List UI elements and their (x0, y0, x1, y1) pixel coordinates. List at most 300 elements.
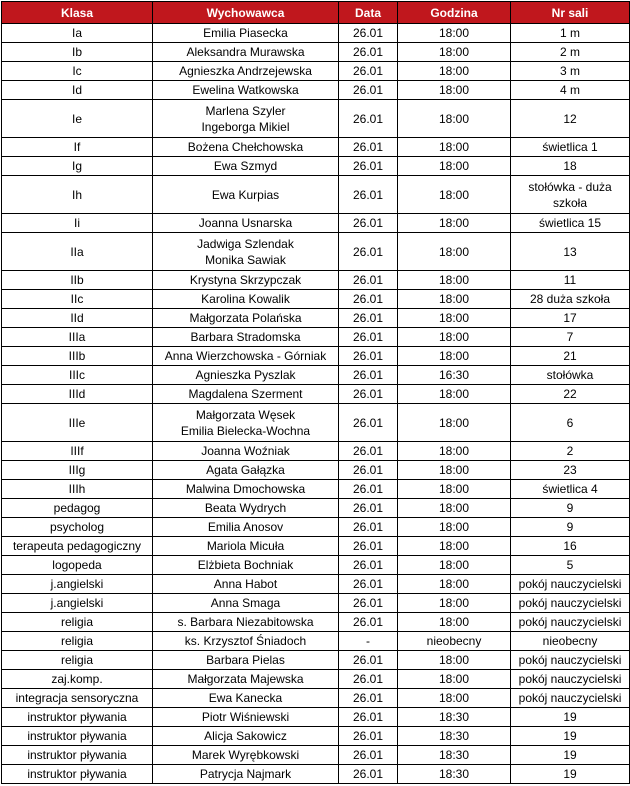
cell-klasa: IIIc (2, 366, 153, 385)
cell-nr-sali-line: 19 (563, 767, 577, 781)
cell-godzina: 18:00 (398, 24, 511, 43)
cell-godzina: 18:30 (398, 746, 511, 765)
cell-godzina: 18:00 (398, 556, 511, 575)
cell-nr-sali (511, 613, 630, 632)
cell-nr-sali-line: 5 (566, 558, 574, 572)
cell-data: 26.01 (339, 708, 398, 727)
cell-wychowawca-line: s. Barbara Niezabitowska (177, 615, 314, 629)
cell-nr-sali-line: 6 (566, 415, 574, 430)
cell-klasa: integracja sensoryczna (2, 689, 153, 708)
cell-wychowawca (153, 765, 339, 784)
cell-klasa: IIIg (2, 461, 153, 480)
cell-data: 26.01 (339, 271, 398, 290)
cell-klasa: Ie (2, 100, 153, 138)
cell-wychowawca-line: Aleksandra Murawska (186, 45, 305, 59)
cell-nr-sali-line: 28 duża szkoła (529, 292, 611, 306)
cell-nr-sali-line: 9 (566, 520, 574, 534)
cell-data: 26.01 (339, 100, 398, 138)
cell-nr-sali-line: pokój nauczycielski (518, 596, 622, 610)
cell-godzina: 18:00 (398, 100, 511, 138)
cell-wychowawca-line: Marek Wyrębkowski (191, 748, 300, 762)
cell-nr-sali (511, 499, 630, 518)
cell-klasa: psycholog (2, 518, 153, 537)
cell-nr-sali (511, 651, 630, 670)
cell-wychowawca (153, 632, 339, 651)
cell-nr-sali-line: 2 m (559, 45, 580, 59)
cell-wychowawca (153, 651, 339, 670)
cell-godzina: 18:00 (398, 43, 511, 62)
cell-klasa: Ig (2, 157, 153, 176)
cell-data: 26.01 (339, 689, 398, 708)
cell-data: 26.01 (339, 43, 398, 62)
table-body (2, 24, 630, 784)
cell-data: 26.01 (339, 328, 398, 347)
header-data: Data (339, 2, 398, 24)
cell-godzina: 18:00 (398, 214, 511, 233)
cell-wychowawca-line: Agnieszka Pyszlak (195, 368, 296, 382)
cell-wychowawca (153, 689, 339, 708)
cell-nr-sali (511, 233, 630, 271)
cell-data: 26.01 (339, 138, 398, 157)
cell-klasa: pedagog (2, 499, 153, 518)
cell-nr-sali (511, 290, 630, 309)
table-row (2, 727, 630, 746)
cell-wychowawca-line: ks. Krzysztof Śniadoch (184, 634, 307, 648)
cell-wychowawca-line: Ingeborga Mikiel (201, 119, 290, 134)
cell-klasa: instruktor pływania (2, 746, 153, 765)
cell-wychowawca (153, 81, 339, 100)
cell-wychowawca (153, 347, 339, 366)
cell-wychowawca-line: Ewa Kurpias (211, 187, 280, 202)
cell-nr-sali (511, 81, 630, 100)
cell-wychowawca (153, 62, 339, 81)
cell-wychowawca (153, 708, 339, 727)
cell-klasa: IIIb (2, 347, 153, 366)
cell-nr-sali (511, 708, 630, 727)
cell-nr-sali (511, 138, 630, 157)
cell-klasa: IIIe (2, 404, 153, 442)
header-godzina: Godzina (398, 2, 511, 24)
cell-godzina: 18:00 (398, 81, 511, 100)
cell-data: 26.01 (339, 24, 398, 43)
cell-godzina: 18:00 (398, 309, 511, 328)
cell-nr-sali-line: świetlica 1 (542, 140, 598, 154)
cell-klasa: IId (2, 309, 153, 328)
cell-nr-sali (511, 43, 630, 62)
cell-nr-sali (511, 537, 630, 556)
cell-nr-sali-line: 7 (566, 330, 574, 344)
cell-nr-sali-line: 21 (563, 349, 577, 363)
cell-wychowawca-line: Piotr Wiśniewski (201, 710, 290, 724)
cell-wychowawca-line: Monika Sawiak (205, 252, 286, 267)
cell-nr-sali (511, 271, 630, 290)
table-row (2, 746, 630, 765)
cell-wychowawca (153, 499, 339, 518)
cell-nr-sali-line: 2 (566, 444, 574, 458)
cell-data: 26.01 (339, 309, 398, 328)
cell-nr-sali (511, 765, 630, 784)
cell-wychowawca-line: Barbara Stradomska (190, 330, 301, 344)
cell-nr-sali (511, 632, 630, 651)
cell-nr-sali (511, 347, 630, 366)
cell-nr-sali-line: 17 (563, 311, 577, 325)
cell-nr-sali-line: stołówka (546, 368, 594, 382)
cell-data: 26.01 (339, 556, 398, 575)
cell-wychowawca (153, 366, 339, 385)
cell-wychowawca (153, 309, 339, 328)
cell-wychowawca-line: Ewelina Watkowska (192, 83, 299, 97)
cell-godzina: 18:00 (398, 518, 511, 537)
cell-wychowawca (153, 594, 339, 613)
cell-wychowawca (153, 670, 339, 689)
cell-wychowawca-line: Ewa Szmyd (213, 159, 278, 173)
cell-klasa: terapeuta pedagogiczny (2, 537, 153, 556)
table-row (2, 594, 630, 613)
cell-wychowawca-line: Emilia Piasecka (203, 26, 288, 40)
cell-nr-sali-line: 22 (563, 387, 577, 401)
header-nr-sali: Nr sali (511, 2, 630, 24)
cell-klasa: IIa (2, 233, 153, 271)
cell-wychowawca (153, 537, 339, 556)
cell-godzina: 18:00 (398, 385, 511, 404)
cell-klasa: Ih (2, 176, 153, 214)
cell-wychowawca (153, 176, 339, 214)
table-row (2, 138, 630, 157)
cell-godzina: 18:00 (398, 537, 511, 556)
cell-klasa: IIIa (2, 328, 153, 347)
cell-wychowawca-line: Emilia Bielecka-Wochna (180, 423, 311, 438)
cell-wychowawca (153, 727, 339, 746)
cell-nr-sali (511, 689, 630, 708)
cell-nr-sali-line: 19 (563, 729, 577, 743)
cell-wychowawca (153, 24, 339, 43)
table-row (2, 404, 630, 442)
cell-godzina: 18:00 (398, 404, 511, 442)
cell-data: 26.01 (339, 176, 398, 214)
cell-wychowawca (153, 385, 339, 404)
cell-data: 26.01 (339, 537, 398, 556)
table-row (2, 328, 630, 347)
table-row (2, 537, 630, 556)
cell-godzina: 18:00 (398, 461, 511, 480)
cell-data: 26.01 (339, 594, 398, 613)
cell-nr-sali-line: 3 m (559, 64, 580, 78)
table-row (2, 100, 630, 138)
cell-wychowawca-line: Joanna Woźniak (201, 444, 290, 458)
cell-data: 26.01 (339, 385, 398, 404)
header-row (2, 2, 630, 24)
cell-godzina: 18:00 (398, 290, 511, 309)
cell-wychowawca-line: Małgorzata Majewska (187, 672, 304, 686)
header-wychowawca: Wychowawca (153, 2, 339, 24)
cell-nr-sali-line: 13 (563, 244, 577, 259)
cell-data: 26.01 (339, 290, 398, 309)
cell-klasa: logopeda (2, 556, 153, 575)
cell-wychowawca-line: Elżbieta Bochniak (197, 558, 294, 572)
cell-wychowawca-line: Agnieszka Andrzejewska (179, 64, 312, 78)
cell-data: 26.01 (339, 613, 398, 632)
cell-data: 26.01 (339, 347, 398, 366)
cell-wychowawca-line: Agata Gałązka (206, 463, 285, 477)
cell-godzina: 18:30 (398, 708, 511, 727)
cell-data: 26.01 (339, 518, 398, 537)
cell-godzina: 18:00 (398, 233, 511, 271)
cell-klasa: Ib (2, 43, 153, 62)
table-row (2, 632, 630, 651)
cell-klasa: IIc (2, 290, 153, 309)
cell-data: - (339, 632, 398, 651)
cell-wychowawca-line: Anna Habot (213, 577, 278, 591)
table-row (2, 81, 630, 100)
cell-nr-sali (511, 670, 630, 689)
table-row (2, 499, 630, 518)
cell-data: 26.01 (339, 670, 398, 689)
cell-wychowawca-line: Anna Wierzchowska - Górniak (164, 349, 327, 363)
table-row (2, 24, 630, 43)
cell-nr-sali-line: stołówka - duża (528, 179, 612, 194)
cell-wychowawca-line: Alicja Sakowicz (204, 729, 287, 743)
cell-nr-sali-line: pokój nauczycielski (518, 672, 622, 686)
cell-data: 26.01 (339, 366, 398, 385)
table-row (2, 556, 630, 575)
cell-klasa: IIIh (2, 480, 153, 499)
cell-wychowawca (153, 556, 339, 575)
table-row (2, 480, 630, 499)
cell-wychowawca (153, 290, 339, 309)
cell-wychowawca (153, 271, 339, 290)
cell-wychowawca (153, 461, 339, 480)
cell-klasa: j.angielski (2, 575, 153, 594)
cell-godzina: 18:00 (398, 138, 511, 157)
table-row (2, 233, 630, 271)
cell-wychowawca (153, 328, 339, 347)
table-row (2, 613, 630, 632)
cell-godzina: 18:00 (398, 347, 511, 366)
cell-klasa: religia (2, 613, 153, 632)
cell-klasa: instruktor pływania (2, 708, 153, 727)
cell-nr-sali-line: nieobecny (542, 634, 598, 648)
table-row (2, 689, 630, 708)
cell-wychowawca (153, 157, 339, 176)
cell-klasa: Ii (2, 214, 153, 233)
cell-godzina: 18:00 (398, 271, 511, 290)
cell-nr-sali (511, 746, 630, 765)
cell-nr-sali (511, 518, 630, 537)
cell-godzina: 18:00 (398, 575, 511, 594)
cell-godzina: 18:30 (398, 765, 511, 784)
cell-wychowawca-line: Małgorzata Polańska (189, 311, 302, 325)
cell-godzina: 16:30 (398, 366, 511, 385)
cell-wychowawca (153, 214, 339, 233)
cell-nr-sali (511, 556, 630, 575)
cell-wychowawca (153, 100, 339, 138)
cell-data: 26.01 (339, 575, 398, 594)
cell-data: 26.01 (339, 214, 398, 233)
cell-wychowawca-line: Emilia Anosov (207, 520, 284, 534)
cell-data: 26.01 (339, 480, 398, 499)
cell-wychowawca-line: Marlena Szyler (205, 103, 286, 118)
table-row (2, 765, 630, 784)
cell-klasa: IIb (2, 271, 153, 290)
cell-nr-sali (511, 366, 630, 385)
cell-nr-sali-line: 19 (563, 710, 577, 724)
table-row (2, 176, 630, 214)
cell-wychowawca (153, 404, 339, 442)
cell-nr-sali (511, 575, 630, 594)
cell-nr-sali (511, 461, 630, 480)
cell-nr-sali-line: 16 (563, 539, 577, 553)
cell-nr-sali (511, 404, 630, 442)
cell-nr-sali-line: świetlica 4 (542, 482, 598, 496)
cell-klasa: Ic (2, 62, 153, 81)
table-header (2, 2, 630, 24)
cell-nr-sali-line: pokój nauczycielski (518, 653, 622, 667)
cell-nr-sali-line: 1 m (559, 26, 580, 40)
table-row (2, 651, 630, 670)
cell-nr-sali (511, 214, 630, 233)
cell-wychowawca (153, 480, 339, 499)
cell-klasa: IIId (2, 385, 153, 404)
cell-data: 26.01 (339, 499, 398, 518)
cell-wychowawca-line: Beata Wydrych (204, 501, 287, 515)
header-klasa: Klasa (2, 2, 153, 24)
cell-wychowawca-line: Małgorzata Węsek (195, 407, 296, 422)
cell-godzina: 18:00 (398, 62, 511, 81)
cell-data: 26.01 (339, 746, 398, 765)
cell-klasa: If (2, 138, 153, 157)
cell-wychowawca (153, 138, 339, 157)
cell-klasa: religia (2, 651, 153, 670)
cell-godzina: 18:00 (398, 442, 511, 461)
cell-klasa: Ia (2, 24, 153, 43)
table-row (2, 670, 630, 689)
cell-godzina: 18:00 (398, 689, 511, 708)
cell-data: 26.01 (339, 727, 398, 746)
table-row (2, 347, 630, 366)
cell-nr-sali (511, 727, 630, 746)
cell-wychowawca-line: Mariola Micuła (206, 539, 285, 553)
table-row (2, 309, 630, 328)
cell-wychowawca-line: Malwina Dmochowska (185, 482, 306, 496)
cell-nr-sali-line: pokój nauczycielski (518, 577, 622, 591)
cell-nr-sali-line: 19 (563, 748, 577, 762)
cell-nr-sali-line: pokój nauczycielski (518, 691, 622, 705)
cell-nr-sali (511, 100, 630, 138)
table-row (2, 461, 630, 480)
table-row (2, 271, 630, 290)
cell-wychowawca (153, 233, 339, 271)
cell-wychowawca (153, 746, 339, 765)
cell-nr-sali (511, 385, 630, 404)
cell-klasa: religia (2, 632, 153, 651)
cell-nr-sali (511, 176, 630, 214)
cell-wychowawca-line: Magdalena Szerment (188, 387, 303, 401)
table-row (2, 157, 630, 176)
cell-data: 26.01 (339, 442, 398, 461)
cell-wychowawca-line: Bożena Chełchowska (187, 140, 304, 154)
cell-nr-sali-line: 23 (563, 463, 577, 477)
cell-data: 26.01 (339, 461, 398, 480)
cell-wychowawca (153, 43, 339, 62)
cell-data: 26.01 (339, 404, 398, 442)
cell-godzina: 18:30 (398, 727, 511, 746)
cell-wychowawca-line: Karolina Kowalik (201, 292, 290, 306)
cell-godzina: 18:00 (398, 176, 511, 214)
cell-klasa: instruktor pływania (2, 727, 153, 746)
cell-godzina: nieobecny (398, 632, 511, 651)
cell-klasa: instruktor pływania (2, 765, 153, 784)
table-row (2, 708, 630, 727)
cell-data: 26.01 (339, 81, 398, 100)
cell-nr-sali (511, 309, 630, 328)
cell-nr-sali-line: 18 (563, 159, 577, 173)
table-row (2, 290, 630, 309)
cell-klasa: j.angielski (2, 594, 153, 613)
cell-godzina: 18:00 (398, 157, 511, 176)
cell-godzina: 18:00 (398, 480, 511, 499)
cell-nr-sali-line: 12 (563, 111, 577, 126)
cell-nr-sali-line: pokój nauczycielski (518, 615, 622, 629)
cell-wychowawca (153, 613, 339, 632)
cell-klasa: IIIf (2, 442, 153, 461)
table-row (2, 575, 630, 594)
cell-nr-sali (511, 442, 630, 461)
cell-godzina: 18:00 (398, 499, 511, 518)
cell-wychowawca (153, 518, 339, 537)
cell-godzina: 18:00 (398, 670, 511, 689)
cell-godzina: 18:00 (398, 613, 511, 632)
cell-wychowawca-line: Joanna Usnarska (198, 216, 293, 230)
cell-nr-sali-line: 11 (563, 273, 577, 287)
cell-nr-sali (511, 62, 630, 81)
cell-klasa: Id (2, 81, 153, 100)
cell-godzina: 18:00 (398, 594, 511, 613)
cell-data: 26.01 (339, 765, 398, 784)
cell-nr-sali (511, 328, 630, 347)
cell-data: 26.01 (339, 62, 398, 81)
cell-data: 26.01 (339, 233, 398, 271)
cell-data: 26.01 (339, 157, 398, 176)
cell-nr-sali (511, 480, 630, 499)
cell-godzina: 18:00 (398, 328, 511, 347)
table-row (2, 518, 630, 537)
schedule-table (1, 1, 630, 784)
table-row (2, 62, 630, 81)
cell-klasa: zaj.komp. (2, 670, 153, 689)
cell-wychowawca-line: Patrycja Najmark (199, 767, 292, 781)
cell-wychowawca-line: Ewa Kanecka (208, 691, 283, 705)
cell-wychowawca-line: Anna Smaga (210, 596, 281, 610)
cell-wychowawca (153, 442, 339, 461)
table-row (2, 43, 630, 62)
cell-nr-sali-line: szkoła (552, 195, 587, 210)
cell-nr-sali-line: 4 m (559, 83, 580, 97)
cell-nr-sali (511, 157, 630, 176)
cell-wychowawca-line: Jadwiga Szlendak (197, 236, 294, 251)
cell-wychowawca (153, 575, 339, 594)
cell-godzina: 18:00 (398, 651, 511, 670)
cell-data: 26.01 (339, 651, 398, 670)
cell-nr-sali-line: świetlica 15 (538, 216, 602, 230)
cell-wychowawca-line: Krystyna Skrzypczak (189, 273, 302, 287)
cell-wychowawca-line: Barbara Pielas (206, 653, 285, 667)
cell-nr-sali (511, 24, 630, 43)
table-row (2, 366, 630, 385)
table-row (2, 214, 630, 233)
cell-nr-sali-line: 9 (566, 501, 574, 515)
table-row (2, 385, 630, 404)
table-row (2, 442, 630, 461)
